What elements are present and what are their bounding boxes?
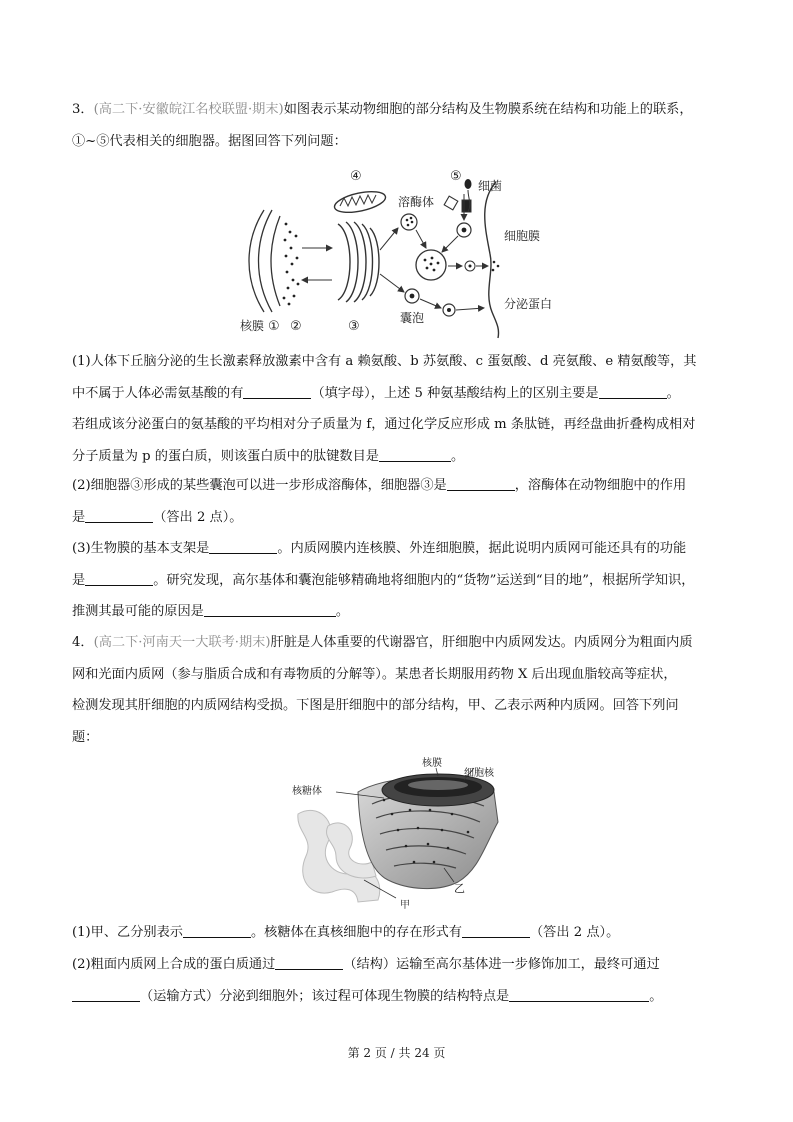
rough-er-dots — [283, 223, 300, 306]
cell-membrane-shape — [485, 182, 499, 338]
q3-source: (高二下·安徽皖江名校联盟·期末) — [93, 102, 284, 117]
q4-p1-a: (1)甲、乙分别表示 — [72, 925, 183, 940]
label-secreted-protein: 分泌蛋白 — [504, 297, 553, 311]
q4-p1-b: 。核糖体在真核细胞中的存在形式有 — [251, 925, 462, 940]
answer-blank[interactable] — [275, 955, 343, 970]
cell-structure-diagram — [228, 162, 568, 340]
q3-p3-line2b: 。研究发现，高尔基体和囊泡能够精确地将细胞内的“货物”运送到“目的地”，根据所学知识， — [153, 572, 695, 588]
page-footer: 第 2 页 / 共 24 页 — [347, 1046, 446, 1060]
organelle-5-shape — [444, 196, 471, 212]
q3-p2-line1a: (2)细胞器③形成的某些囊泡可以进一步形成溶酶体，细胞器③是 — [72, 478, 447, 493]
answer-blank[interactable] — [85, 571, 153, 586]
q3-p1-line3: 若组成该分泌蛋白的氨基酸的平均相对分子质量为 f，通过化学反应形成 m 条肽链，再经盘曲折叠构成相对 — [72, 417, 696, 432]
q3-stem-line2: ①~⑤代表相关的细胞器。据图回答下列问题： — [72, 133, 347, 149]
phagosome-core — [462, 228, 467, 233]
label-organelle-5: ⑤ — [450, 169, 462, 184]
answer-blank[interactable] — [204, 602, 336, 617]
golgi-shape — [338, 222, 379, 302]
answer-blank[interactable] — [243, 384, 311, 399]
q3-part1 — [72, 346, 722, 472]
q3-p1-line4a: 分子质量为 p 的蛋白质，则该蛋白质中的肽键数目是 — [72, 448, 379, 464]
answer-blank[interactable] — [509, 987, 649, 1002]
q3-p2-line1b: ，溶酶体在动物细胞中的作用 — [514, 478, 687, 493]
q3-p1-line2c: 。 — [666, 385, 680, 401]
endoplasmic-reticulum-diagram — [288, 752, 508, 912]
answer-blank[interactable] — [85, 508, 153, 523]
q4-stem-line2: 网和光面内质网（参与脂质合成和有毒物质的分解等）。某患者长期服用药物 X 后出现血脂较高等症状， — [72, 666, 677, 682]
label-cell-membrane: 细胞膜 — [504, 229, 541, 243]
label-nucleus: 细胞核 — [464, 768, 494, 779]
q4-p2-line1a: (2)粗面内质网上合成的蛋白质通过 — [72, 957, 276, 972]
q4-source: (高二下·河南天一大联考·期末) — [93, 635, 271, 650]
q3-p3-line3b: 。 — [335, 604, 350, 619]
label-nuclear-membrane: 核膜 — [422, 758, 442, 769]
label-bacteria: 细菌 — [478, 179, 503, 193]
label-organelle-1: ① — [268, 319, 280, 334]
label-organelle-3: ③ — [348, 319, 360, 334]
q4-p1-c: （答出 2 点）。 — [530, 925, 620, 940]
q4-stem — [72, 627, 722, 753]
label-yi: 乙 — [454, 882, 465, 895]
nuclear-membrane-shape — [249, 210, 280, 312]
q4-part2 — [72, 949, 722, 1012]
q4-p2-line2a: （运输方式）分泌到细胞外；该过程可体现生物膜的结构特点是 — [140, 988, 510, 1004]
q3-stem-line1: 如图表示某动物细胞的部分结构及生物膜系统在结构和功能上的联系， — [283, 102, 693, 117]
label-organelle-4: ④ — [350, 169, 362, 184]
q3-p3-line1a: (3)生物膜的基本支架是 — [72, 541, 210, 556]
q3-part3 — [72, 533, 722, 628]
membrane-dots — [492, 261, 500, 272]
label-organelle-2: ② — [290, 319, 302, 334]
vesicle-core — [410, 294, 415, 299]
q3-p1-line2b: （填字母），上述 5 种氨基酸结构上的区别主要是 — [311, 385, 599, 401]
q4-p2-line2b: 。 — [649, 988, 663, 1004]
answer-blank[interactable] — [183, 923, 251, 938]
q4-p2-line1b: （结构）运输至高尔基体进一步修饰加工，最终可通过 — [343, 957, 660, 972]
q3-p3-line1b: 。内质网膜内连核膜、外连细胞膜，据此说明内质网可能还具有的功能 — [277, 541, 687, 556]
q4-number: 4． — [72, 635, 94, 650]
q3-p1-line4b: 。 — [450, 448, 465, 464]
q4-part1 — [72, 917, 722, 949]
q3-p3-line3a: 推测其最可能的原因是 — [72, 604, 204, 619]
mitochondrion-shape — [333, 188, 388, 216]
label-lysosome: 溶酶体 — [398, 195, 435, 209]
residual-body-core — [469, 265, 472, 268]
q3-part2 — [72, 470, 722, 533]
lysosome-small-shape — [401, 214, 417, 230]
q4-stem-line1: 肝脏是人体重要的代谢器官，肝细胞中内质网发达。内质网分为粗面内质 — [270, 635, 693, 650]
q3-p1-line2a: 中不属于人体必需氨基酸的有 — [72, 385, 244, 401]
q3-stem — [72, 94, 722, 157]
answer-blank[interactable] — [462, 923, 530, 938]
q3-p3-line2a: 是 — [72, 572, 86, 588]
label-ribosome: 核糖体 — [292, 786, 322, 797]
label-nuclear-membrane: 核膜 — [240, 319, 265, 333]
answer-blank[interactable] — [447, 476, 515, 491]
q3-p2-line2a: 是 — [72, 509, 86, 525]
flow-arrows — [302, 194, 488, 310]
label-jia: 甲 — [400, 900, 410, 911]
q3-p2-line2b: （答出 2 点）。 — [153, 509, 243, 525]
answer-blank[interactable] — [379, 447, 451, 462]
label-vesicle: 囊泡 — [400, 311, 425, 325]
q3-p1-line1: (1)人体下丘脑分泌的生长激素释放激素中含有 a 赖氨酸、b 苏氨酸、c 蛋氨酸、d 亮氨酸、e 精氨酸等，其 — [72, 354, 697, 369]
q4-stem-line4: 题： — [72, 729, 99, 745]
answer-blank[interactable] — [72, 987, 140, 1002]
q4-stem-line3: 检测发现其肝细胞的内质网结构受损。下图是肝细胞中的部分结构，甲、乙表示两种内质网。回答下列问 — [72, 698, 679, 713]
transport-vesicle-core — [447, 308, 451, 312]
answer-blank[interactable] — [209, 539, 277, 554]
answer-blank[interactable] — [599, 384, 667, 399]
q3-number: 3． — [72, 102, 94, 117]
